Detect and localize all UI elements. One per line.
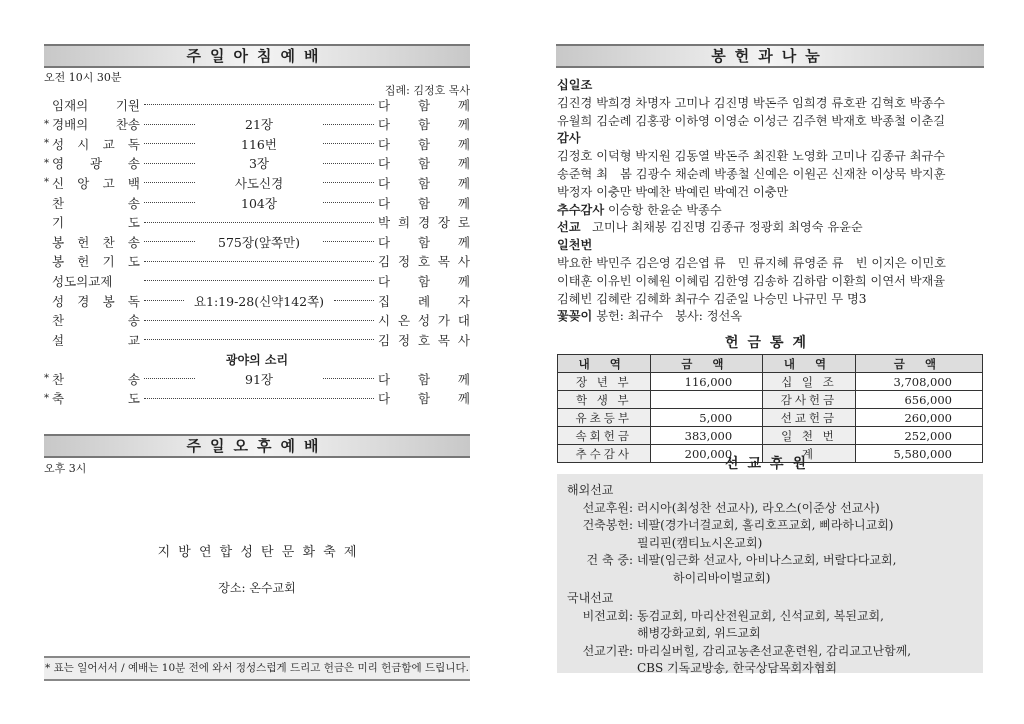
order-item-name: 찬 송: [52, 195, 140, 211]
order-item-detail: 575장(앞쪽만): [218, 234, 300, 250]
thanks-line: 박정자 이충만 박예찬 박예린 박예건 이충만: [557, 184, 789, 199]
dot-leader: [323, 163, 374, 164]
order-item-name: 성도의교제: [52, 273, 113, 289]
order-item-name: 성 시 교 독: [52, 136, 140, 152]
dot-leader: [144, 241, 195, 242]
harvest-label: 추수감사: [557, 202, 605, 217]
item-cell: 계: [763, 445, 856, 463]
order-item-person: 다 함 께: [378, 371, 470, 387]
order-item-person: 다 함 께: [378, 97, 470, 113]
support-title: 선교후원: [724, 456, 816, 472]
order-item-person: 다 함 께: [378, 391, 470, 407]
dot-leader: [144, 143, 195, 144]
order-item-person: 김 정 호 목 사: [378, 254, 470, 270]
thousand-line: 박요한 박민주 김은영 김은엽 류 민 류지혜 류영준 류 빈 이지은 이민호: [557, 255, 946, 270]
dot-leader: [323, 378, 374, 379]
dot-leader: [144, 261, 374, 262]
dot-leader: [323, 182, 374, 183]
dot-leader: [144, 222, 374, 223]
item-cell: 일 천 번: [763, 427, 856, 445]
morning-service-header: 주일아침예배: [44, 44, 470, 68]
offering-stats-table: [557, 354, 983, 463]
support-label: 선교기관:: [582, 643, 633, 658]
support-label: 건 축 중:: [586, 553, 633, 567]
mission-support-box: [557, 474, 983, 673]
item-cell: 선교헌금: [763, 409, 856, 427]
worship-order-row: [44, 232, 470, 251]
support-line: 네팔(경가너걸교회, 홀리호프교회, 삐라하니교회): [637, 518, 894, 532]
dot-leader: [144, 280, 374, 281]
thanks-line: 송준혁 최 봄 김광수 채순례 박종철 신예은 이원곤 신재찬 이상묵 박지훈: [557, 166, 946, 181]
order-item-person: 다 함 께: [378, 156, 470, 172]
order-item-name: 성 경 봉 독: [52, 293, 140, 309]
support-entry: [575, 517, 973, 552]
harvest-names: 이승항 한윤순 박종수: [607, 202, 722, 217]
order-item-name: 찬 송: [52, 371, 140, 387]
overseas-label: 해외선교: [567, 483, 614, 497]
dot-leader: [144, 398, 374, 399]
support-label: 비전교회:: [582, 608, 633, 623]
domestic-label: 국내선교: [567, 591, 614, 605]
order-item-name: 봉 헌 기 도: [52, 254, 140, 270]
standing-mark: *: [44, 373, 49, 384]
tithe-line: 유월희 김순례 김홍광 이하영 이영순 이성근 김주현 박재호 박종철 이춘길: [557, 113, 946, 128]
thanks-line: 김정호 이덕형 박지원 김동열 박돈주 최진환 노영화 고미나 김종규 최규수: [557, 149, 946, 164]
thousand-label: 일천번: [557, 238, 593, 253]
support-label: 선교후원:: [582, 500, 633, 515]
order-item-detail: 104장: [241, 195, 277, 211]
worship-order-row: [44, 291, 470, 310]
dot-leader: [144, 182, 195, 183]
thousand-line: 김혜빈 김혜란 김혜화 최규수 김준일 나승민 나규민 무 명3: [557, 291, 867, 306]
order-item-name: 신 앙 고 백: [52, 175, 140, 191]
support-line: 네팔(임근화 선교사, 아비나스교회, 버랄다다교회,: [637, 553, 897, 567]
support-entry: [575, 552, 973, 587]
dot-leader: [144, 378, 195, 379]
amount-cell: 200,000: [650, 445, 763, 463]
afternoon-time: 오후 3시: [44, 462, 87, 475]
item-cell: 감사헌금: [763, 391, 856, 409]
support-line: 해병강화교회, 위드교회: [637, 626, 761, 640]
support-line: 마리실버힐, 감리교농촌선교훈련원, 감리교고난함께,: [637, 643, 912, 658]
amount-cell: 260,000: [855, 409, 982, 427]
order-item-detail: 요1:19-28(신약142쪽): [193, 293, 325, 309]
order-item-person: 김 정 호 목 사: [378, 332, 470, 348]
order-item-detail: 116번: [241, 136, 277, 152]
table-row: [558, 373, 983, 391]
standing-mark: *: [44, 138, 49, 150]
order-item-person: 시 온 성 가 대: [378, 313, 470, 329]
amount-cell: 3,708,000: [855, 373, 982, 391]
column-header: 내 역: [558, 355, 651, 373]
dot-leader: [144, 124, 195, 125]
thousand-line: 이태훈 이유빈 이혜원 이혜림 김한영 김송하 김하람 이환희 이연서 박재율: [557, 273, 946, 288]
dot-leader: [144, 202, 195, 203]
amount-cell: 116,000: [650, 373, 763, 391]
worship-order-row: [44, 154, 470, 173]
worship-order-row: [44, 173, 470, 192]
amount-cell: 656,000: [855, 391, 982, 409]
mission-names: 고미나 최채봉 김진명 김종규 정광회 최영숙 유윤순: [592, 220, 863, 235]
worship-order-row: [44, 311, 470, 330]
dot-leader: [323, 124, 374, 125]
worship-order-row: [44, 252, 470, 271]
order-item-detail: 3장: [248, 156, 270, 172]
stats-title: 헌금통계: [724, 335, 816, 351]
standing-mark: *: [44, 392, 49, 404]
item-cell: 속회헌금: [558, 427, 651, 445]
flower-names: 봉헌: 최규수 봉사: 정선옥: [596, 309, 743, 324]
support-line: 러시아(최성찬 선교사), 라오스(이준상 선교사): [637, 500, 880, 515]
support-line: 필리핀(캠티뇨시온교회): [637, 535, 763, 550]
item-cell: 장 년 부: [558, 373, 651, 391]
order-item-person: 다 함 께: [378, 117, 470, 133]
amount-cell: 5,000: [650, 409, 763, 427]
item-cell: 학 생 부: [558, 391, 651, 409]
standing-mark: *: [44, 177, 49, 189]
amount-cell: [650, 391, 763, 409]
flower-label: 꽃꽂이: [557, 309, 593, 324]
order-item-person: 다 함 께: [378, 175, 470, 191]
support-line: CBS 기독교방송, 한국상담목회자협회: [637, 661, 837, 675]
support-entry: [575, 608, 973, 643]
standing-mark: *: [44, 157, 49, 169]
amount-cell: 252,000: [855, 427, 982, 445]
order-item-name: 봉 헌 찬 송: [52, 234, 140, 250]
order-item-name: 찬 송: [52, 313, 140, 329]
dot-leader: [323, 241, 374, 242]
tithe-line: 김진경 박희경 차명자 고미나 김진명 박돈주 임희경 류호관 김혁호 박종수: [557, 95, 946, 110]
morning-leader: 집례: 김정호 목사: [384, 84, 470, 97]
amount-cell: 383,000: [650, 427, 763, 445]
worship-order-row: [44, 213, 470, 232]
order-item-name: 축 도: [52, 391, 140, 407]
offering-header: 봉헌과나눔: [556, 44, 984, 68]
worship-order-row: [44, 369, 470, 388]
order-item-person: 다 함 께: [378, 136, 470, 152]
order-item-name: 임재의 기원: [52, 97, 140, 113]
tithe-label: 십일조: [557, 78, 593, 92]
item-cell: 십 일 조: [763, 373, 856, 391]
support-entry: [575, 643, 973, 678]
order-item-person: 다 함 께: [378, 234, 470, 250]
order-item-name: 기 도: [52, 215, 140, 231]
table-row: [558, 409, 983, 427]
order-item-person: 다 함 께: [378, 273, 470, 289]
afternoon-event: 지 방 연 합 성 탄 문 화 축 제: [157, 545, 357, 560]
column-header: 금 액: [650, 355, 763, 373]
column-header: 내 역: [763, 355, 856, 373]
worship-order-row: [44, 271, 470, 290]
afternoon-place: 장소: 온수교회: [218, 581, 296, 595]
amount-cell: 5,580,000: [855, 445, 982, 463]
support-label: 건축봉헌:: [582, 518, 633, 532]
afternoon-service-header: 주일오후예배: [44, 434, 470, 458]
worship-order-row: [44, 115, 470, 134]
dot-leader: [144, 300, 184, 301]
order-item-detail: 사도신경: [234, 175, 284, 191]
table-row: [558, 427, 983, 445]
sub-title: 광야의 소리: [225, 353, 289, 367]
order-item-detail: 91장: [245, 371, 273, 387]
order-item-name: 경배의 찬송: [52, 117, 140, 133]
column-header: 금 액: [855, 355, 982, 373]
item-cell: 추수감사: [558, 445, 651, 463]
worship-order-row: [44, 134, 470, 153]
table-row: [558, 391, 983, 409]
order-item-name: 영 광 송: [52, 156, 140, 172]
worship-order-row: [44, 389, 470, 408]
support-line: 하이리바이벌교회): [637, 570, 771, 585]
order-item-person: 집 례 자: [378, 293, 470, 309]
thanks-label: 감사: [557, 131, 581, 146]
worship-order-row: [44, 95, 470, 114]
worship-order-row: [44, 193, 470, 212]
dot-leader: [144, 104, 374, 105]
dot-leader: [323, 202, 374, 203]
mission-label: 선교: [557, 220, 581, 235]
offering-names: [557, 77, 987, 326]
dot-leader: [144, 163, 195, 164]
dot-leader: [323, 143, 374, 144]
dot-leader: [144, 320, 374, 321]
order-item-person: 박 희 경 장 로: [378, 215, 470, 231]
worship-order-row: [44, 330, 470, 349]
footer-note: * 표는 일어서서 / 예배는 10분 전에 와서 정성스럽게 드리고 헌금은 미리 헌금함에 드립니다.: [44, 656, 470, 681]
item-cell: 유초등부: [558, 409, 651, 427]
order-item-name: 설 교: [52, 332, 140, 348]
order-item-person: 다 함 께: [378, 195, 470, 211]
dot-leader: [144, 339, 374, 340]
standing-mark: *: [44, 118, 49, 130]
order-item-detail: 21장: [245, 117, 273, 133]
support-entry: [575, 500, 973, 518]
dot-leader: [334, 300, 374, 301]
support-line: 동검교회, 마리산전원교회, 신석교회, 복된교회,: [637, 608, 884, 623]
morning-time: 오전 10시 30분: [44, 71, 122, 84]
